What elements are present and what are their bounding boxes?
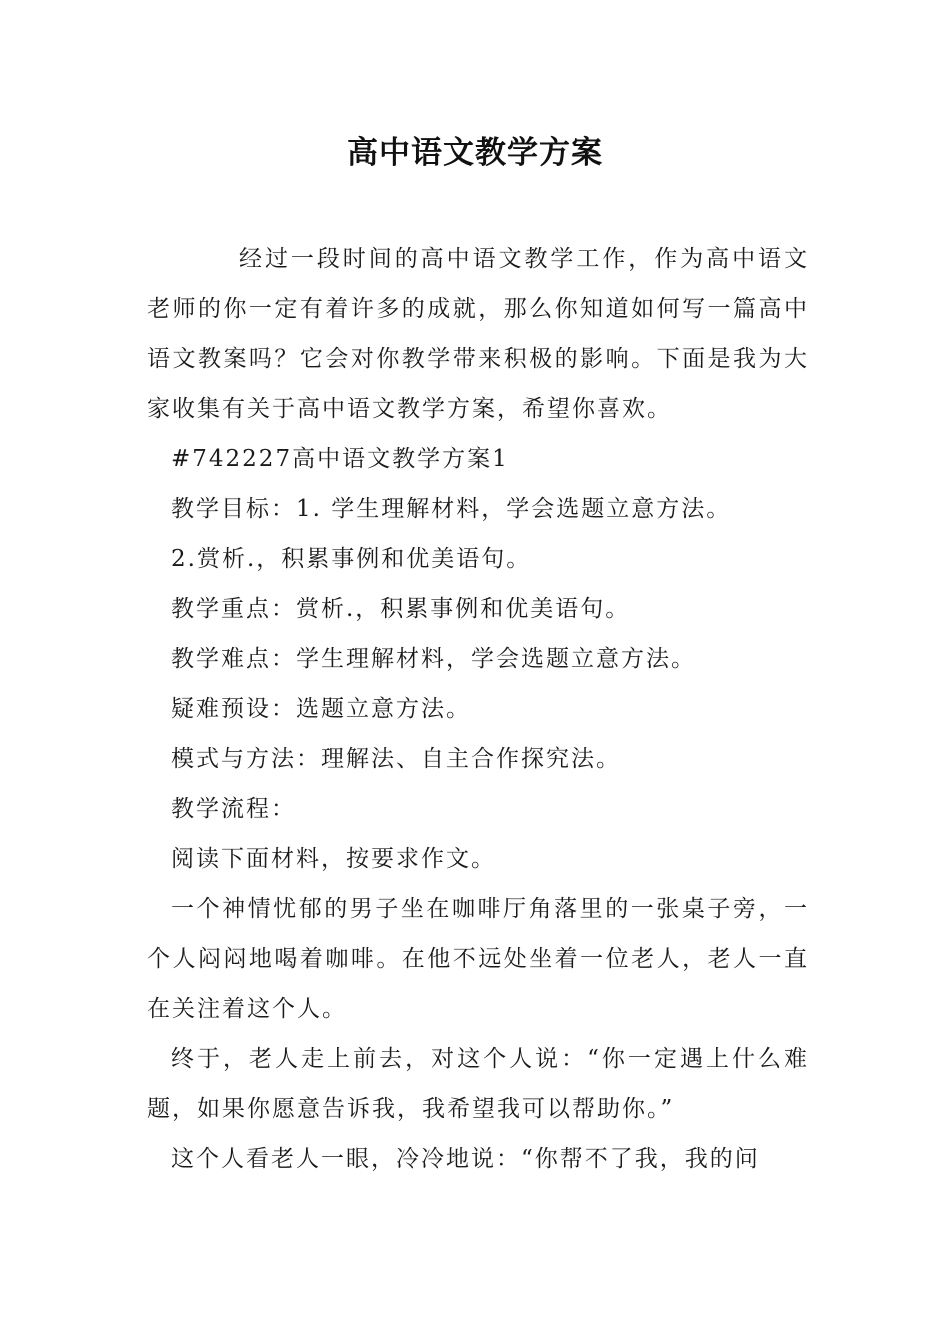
teaching-difficulty: 教学难点：学生理解材料，学会选题立意方法。 (171, 646, 696, 672)
teaching-objective-2: 2.赏析.，积累事例和优美语句。 (171, 546, 532, 572)
intro-paragraph: 经过一段时间的高中语文教学工作，作为高中语文老师的你一定有着许多的成就，那么你知道如何写一篇高中语文教案吗？它会对你教学带来积极的影响。下面是我为大家收集有关于高中语文教学方案，希望你喜欢。 (147, 246, 809, 422)
story-paragraph-2: 终于，老人走上前去，对这个人说：“你一定遇上什么难题，如果你愿意告诉我，我希望我可以帮助你。” (147, 1046, 809, 1122)
story-paragraph-1: 一个神情忧郁的男子坐在咖啡厅角落里的一张桌子旁，一个人闷闷地喝着咖啡。在他不远处坐着一位老人，老人一直在关注着这个人。 (147, 896, 809, 1022)
teaching-process-heading: 教学流程： (171, 796, 296, 822)
document-title: 高中语文教学方案 (347, 135, 603, 171)
teaching-focus: 教学重点：赏析.，积累事例和优美语句。 (171, 596, 631, 622)
document-body (147, 234, 809, 1184)
mode-and-method: 模式与方法：理解法、自主合作探究法。 (171, 746, 621, 772)
section-heading: #742227高中语文教学方案1 (171, 446, 509, 472)
reading-instruction: 阅读下面材料，按要求作文。 (171, 846, 496, 872)
teaching-objectives: 教学目标：1. 学生理解材料，学会选题立意方法。 (171, 496, 732, 522)
story-paragraph-3: 这个人看老人一眼，冷冷地说：“你帮不了我，我的问 (171, 1146, 760, 1172)
anticipated-difficulty: 疑难预设：选题立意方法。 (171, 696, 471, 722)
